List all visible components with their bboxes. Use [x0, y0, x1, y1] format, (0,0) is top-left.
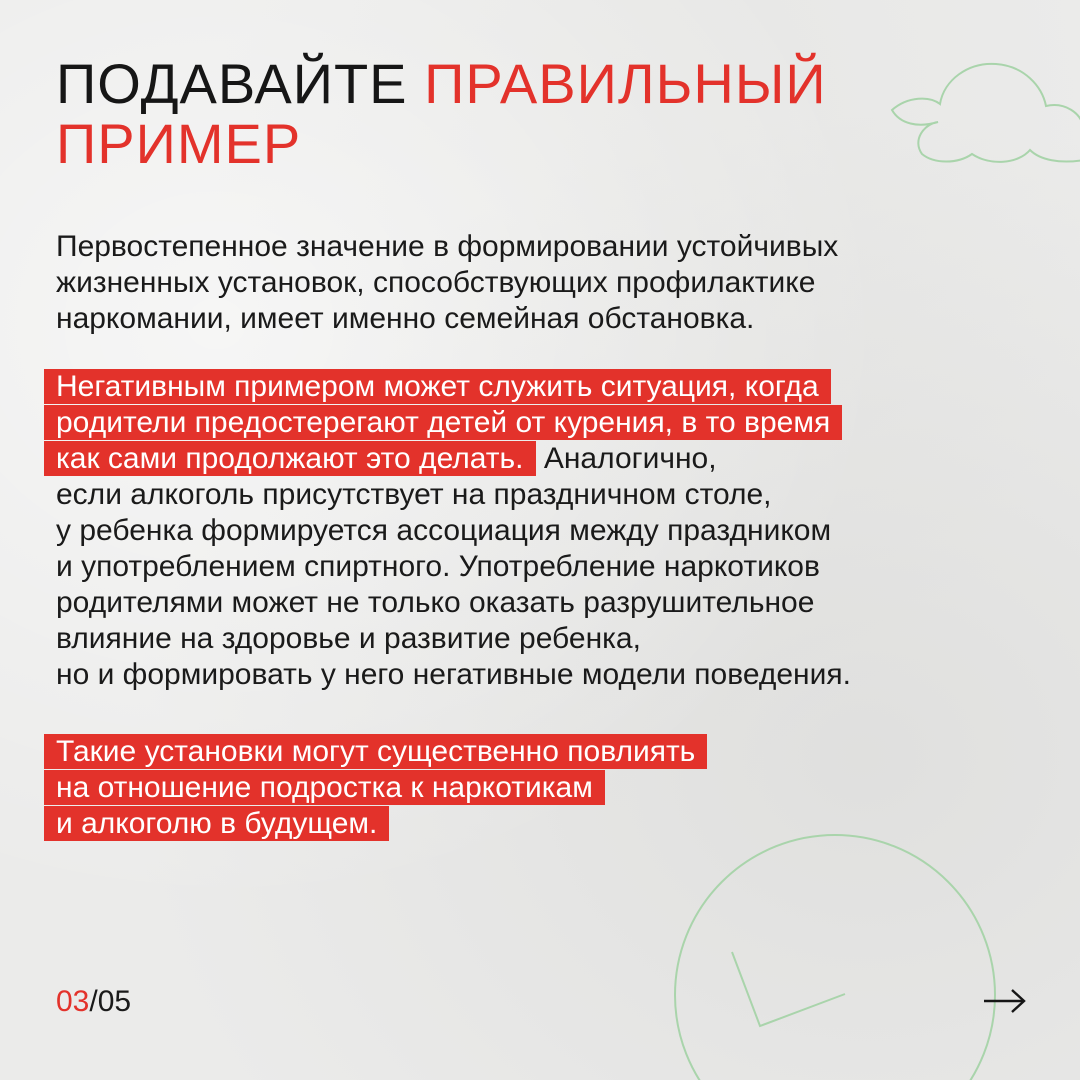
highlight-text: как сами продолжают это делать. [44, 441, 536, 476]
highlight-text: родители предостерегают детей от курения, в то время [44, 405, 842, 440]
clock-outline-icon [675, 835, 995, 1080]
text-line: наркомании, имеет именно семейная обстановка. [56, 302, 755, 335]
highlight-text: Негативным примером может служить ситуация, когда [44, 369, 831, 404]
highlighted-line [56, 405, 1036, 441]
title-part-1: ПОДАВАЙТЕ [56, 52, 425, 115]
text-line: влияние на здоровье и развитие ребенка, [56, 622, 641, 655]
page-separator: / [89, 985, 98, 1018]
text-line: и употреблением спиртного. Употребление наркотиков [56, 550, 820, 583]
highlighted-line [56, 369, 1036, 405]
cloud-outline-icon [892, 64, 1080, 162]
paragraph-conclusion [56, 734, 1036, 842]
highlighted-line [56, 770, 1036, 806]
text-line: если алкоголь присутствует на праздничном столе, [56, 478, 772, 511]
title-part-3: ПРИМЕР [56, 112, 302, 175]
page-title [56, 54, 827, 174]
text-line: родителями может не только оказать разрушительное [56, 586, 815, 619]
text-line: у ребенка формируется ассоциация между праздником [56, 514, 832, 547]
highlight-text: Такие установки могут существенно повлиять [44, 734, 707, 769]
page-total: 05 [97, 985, 132, 1018]
highlight-text: и алкоголю в будущем. [44, 806, 389, 841]
page-counter [56, 984, 131, 1020]
highlight-text: на отношение подростка к наркотикам [44, 770, 605, 805]
highlighted-line [56, 441, 1036, 477]
clock-hands [732, 952, 845, 1026]
page-current: 03 [56, 985, 90, 1018]
highlighted-line [56, 734, 1036, 770]
highlighted-line [56, 806, 1036, 842]
text-line: жизненных установок, способствующих профилактике [56, 266, 816, 299]
text-tail: Аналогично, [535, 442, 717, 475]
text-line: Первостепенное значение в формировании устойчивых [56, 230, 839, 263]
arrow-right-icon[interactable] [982, 986, 1028, 1016]
title-part-2: ПРАВИЛЬНЫЙ [424, 52, 827, 115]
text-line: но и формировать у него негативные модели поведения. [56, 658, 851, 691]
paragraph-example [56, 369, 1036, 693]
paragraph-intro [56, 229, 1036, 337]
